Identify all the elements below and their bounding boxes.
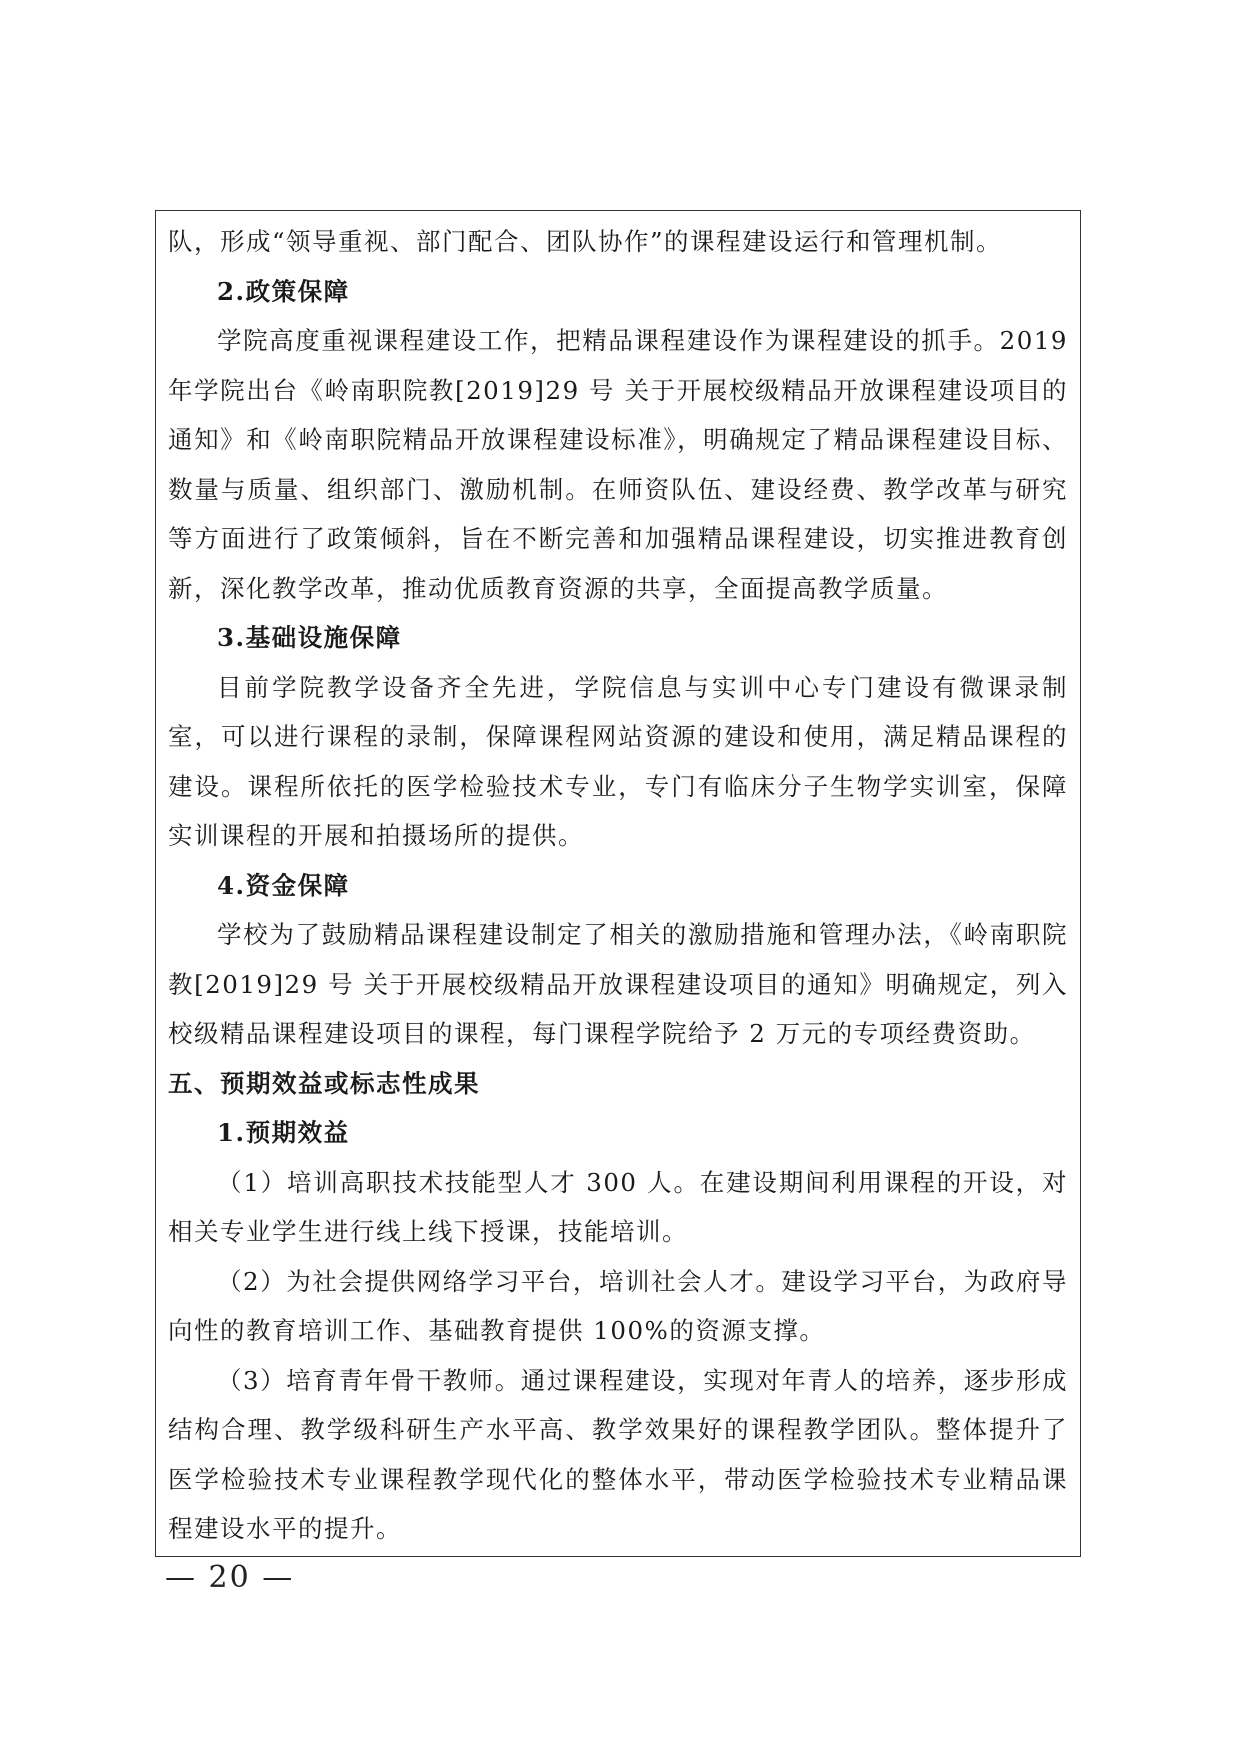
- section-heading-expected-results: 五、预期效益或标志性成果: [168, 1068, 480, 1098]
- paragraph-benefit-2: （2）为社会提供网络学习平台，培训社会人才。建设学习平台，为政府导向性的教育培训工作、基础教育提供 100%的资源支撑。: [168, 1266, 1068, 1345]
- heading-expected-benefits: 1.预期效益: [217, 1118, 350, 1147]
- document-body: [168, 217, 1068, 1554]
- heading-funding-guarantee: 4.资金保障: [217, 870, 350, 900]
- heading-policy-guarantee: 2.政策保障: [217, 276, 350, 306]
- paragraph-benefit-3: （3）培育青年骨干教师。通过课程建设，实现对年青人的培养，逐步形成结构合理、教学级科研生产水平高、教学效果好的课程教学团队。整体提升了医学检验技术专业课程教学现代化的整体水平，带动医学检验技术专业精品课程建设水平的提升。: [168, 1365, 1068, 1543]
- paragraph-funding: 学校为了鼓励精品课程建设制定了相关的激励措施和管理办法，《岭南职院教[2019]29 号 关于开展校级精品开放课程建设项目的通知》明确规定，列入校级精品课程建设项目的课程，每门课程学院给予 2 万元的专项经费资助。: [168, 920, 1068, 1048]
- paragraph-continuation: 队，形成“领导重视、部门配合、团队协作”的课程建设运行和管理机制。: [168, 227, 1003, 256]
- content-frame: [155, 210, 1081, 1557]
- paragraph-infrastructure: 目前学院教学设备齐全先进，学院信息与实训中心专门建设有微课录制室，可以进行课程的录制，保障课程网站资源的建设和使用，满足精品课程的建设。课程所依托的医学检验技术专业，专门有临床分子生物学实训室，保障实训课程的开展和拍摄场所的提供。: [168, 672, 1068, 850]
- heading-infrastructure-guarantee: 3.基础设施保障: [217, 623, 402, 652]
- page-number: — 20 —: [165, 1560, 295, 1595]
- paragraph-benefit-1: （1）培训高职技术技能型人才 300 人。在建设期间利用课程的开设，对相关专业学生进行线上线下授课，技能培训。: [168, 1167, 1068, 1246]
- paragraph-policy: 学院高度重视课程建设工作，把精品课程建设作为课程建设的抓手。2019 年学院出台《岭南职院教[2019]29 号 关于开展校级精品开放课程建设项目的通知》和《岭南职院精品开放课程建设标准》，明确规定了精品课程建设目标、数量与质量、组织部门、激励机制。在师资队伍、建设经费、教学改革与研究等方面进行了政策倾斜，旨在不断完善和加强精品课程建设，切实推进教育创新，深化教学改革，推动优质教育资源的共享，全面提高教学质量。: [168, 326, 1068, 603]
